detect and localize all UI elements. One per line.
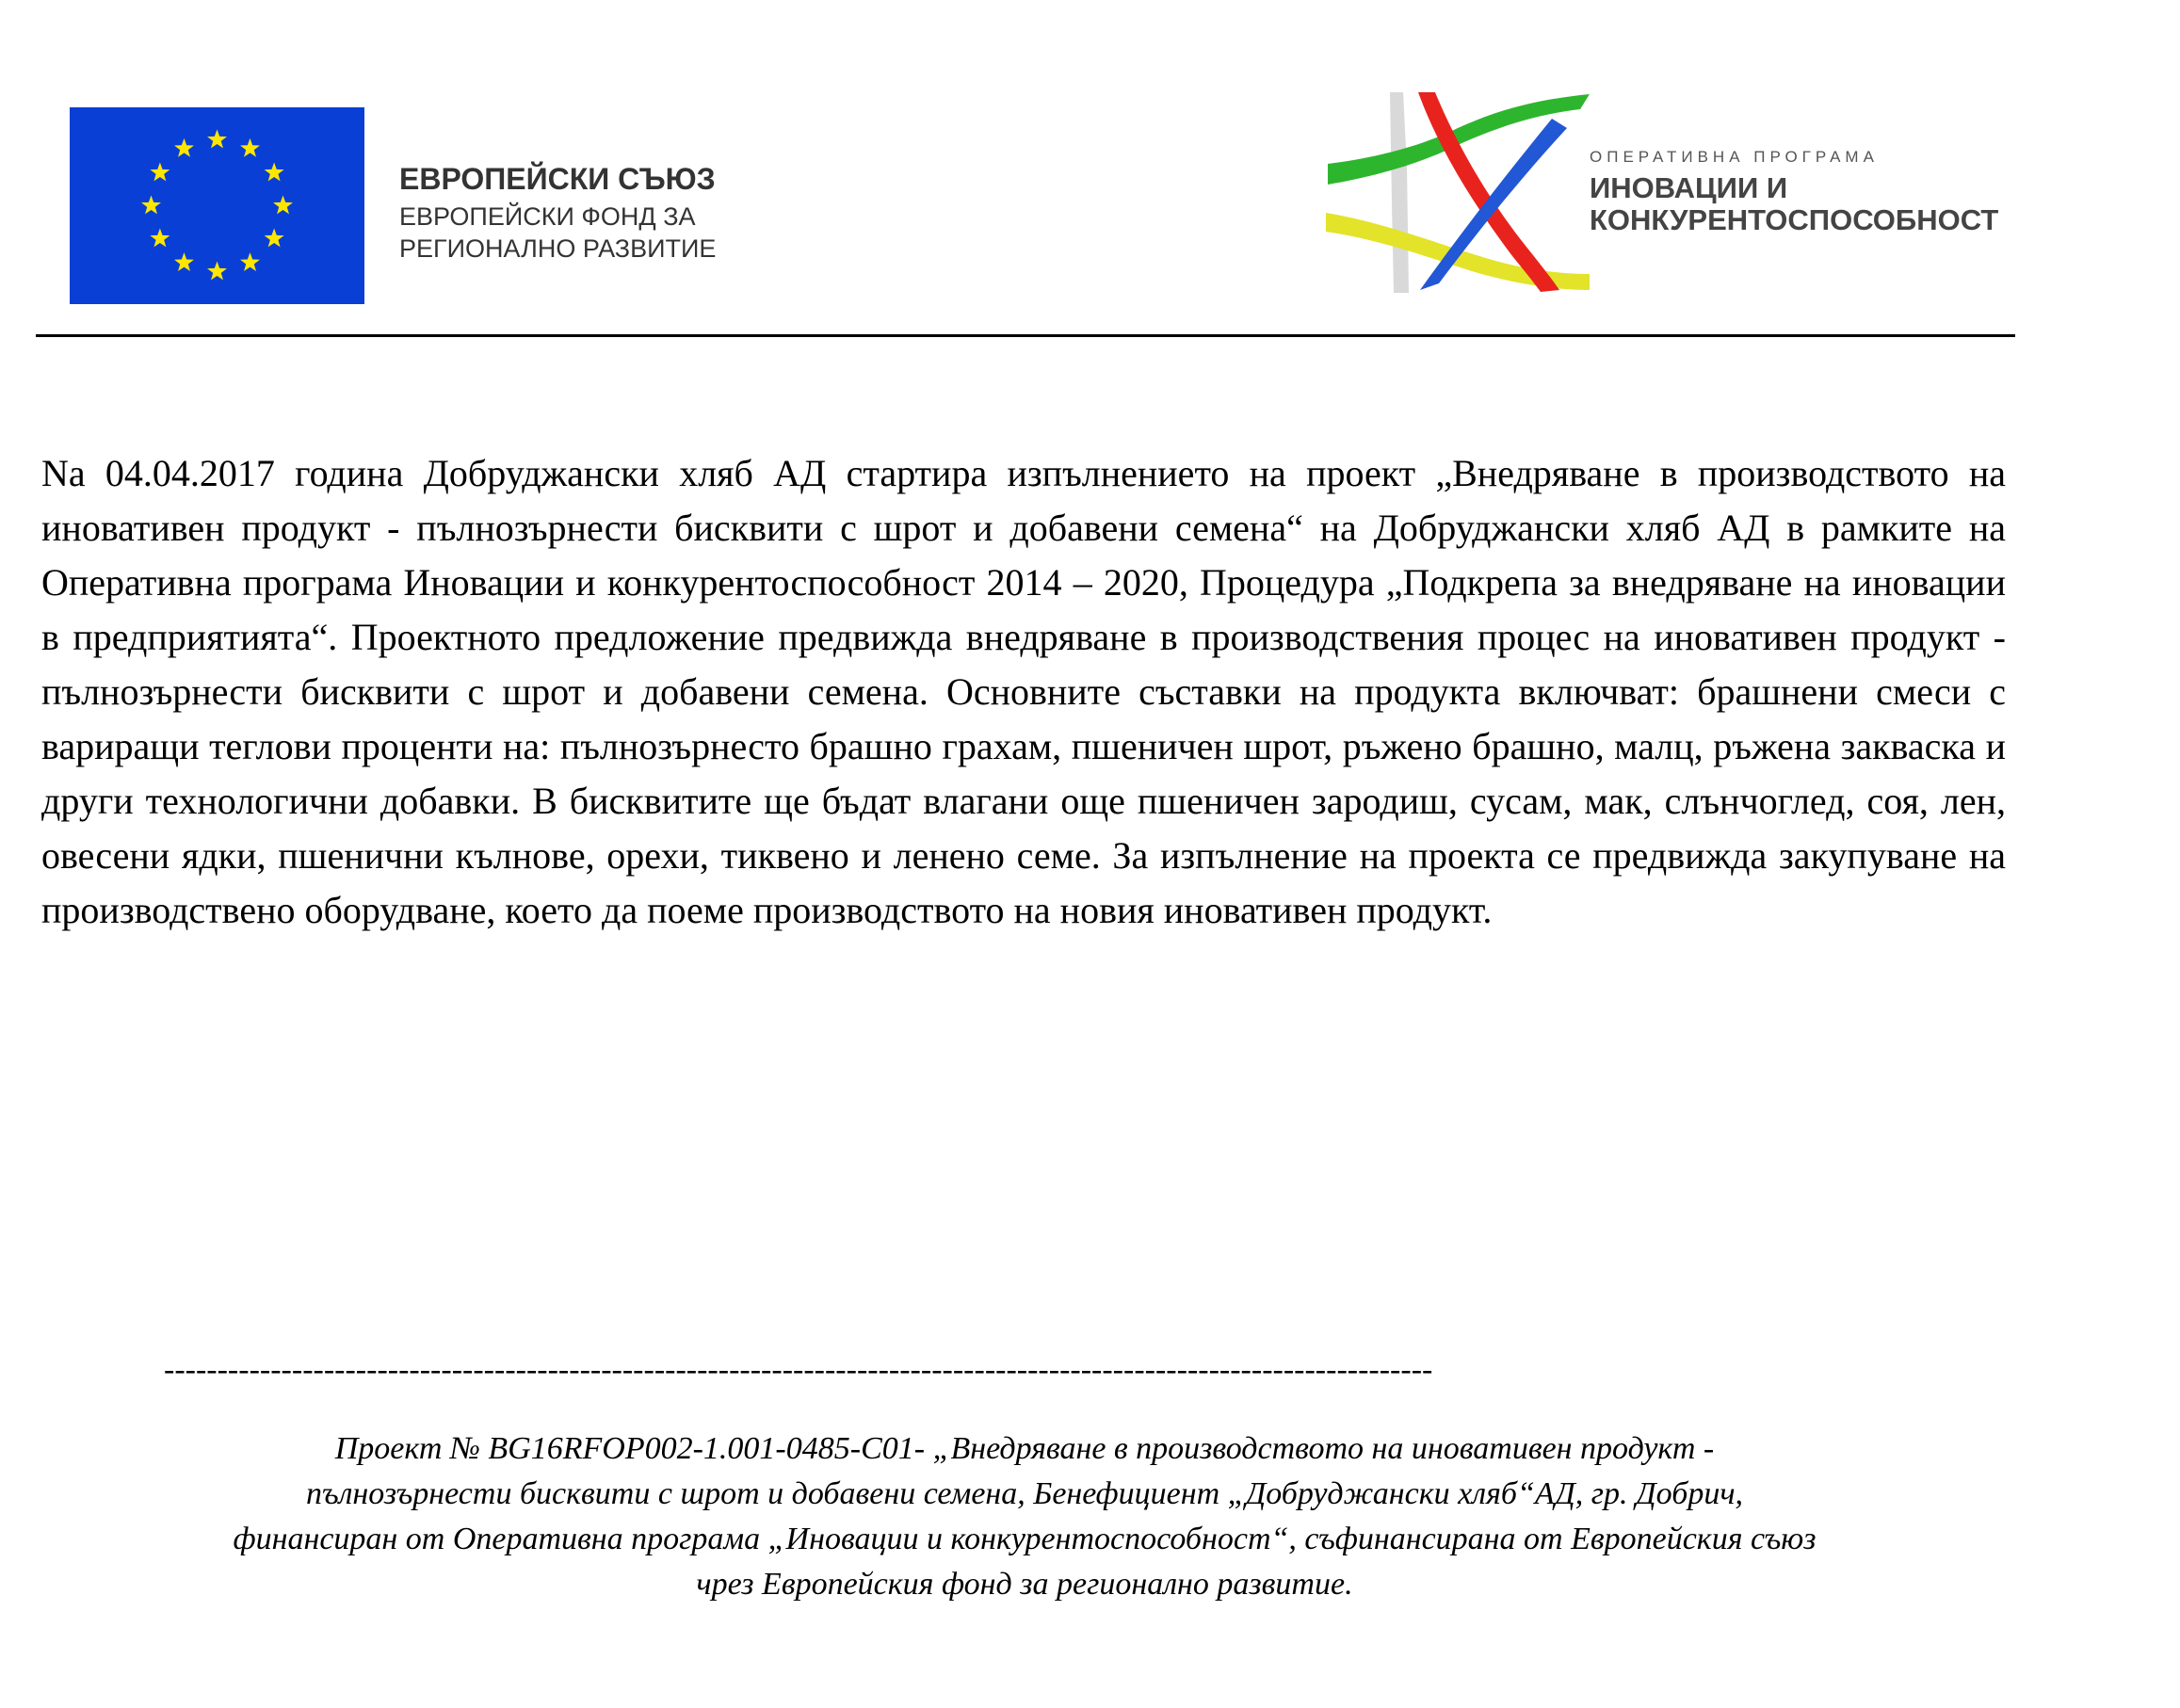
footer-line-3: финансиран от Оперативна програма „Иновации и конкурентоспособност“, съфинансирана от Европейския съюз: [233, 1522, 1817, 1556]
programme-small-caption: ОПЕРАТИВНА ПРОГРАМА: [1590, 148, 1879, 166]
eu-caption: [399, 164, 716, 262]
project-description: Na 04.04.2017 година Добруджански хляб АД стартира изпълнението на проект „Внедряване в производството на иновативен продукт - пълнозърнести бисквити с шрот и добавени семена“ на Добруджански хляб АД в рамките на Оперативна програма Иновации и конкурентоспособност 2014 – 2020, Процедура „Подкрепа за внедряване на иновации в предприятията“. Проектното предложение предвижда внедряване в производствения процес на иновативен продукт - пълнозърнести бисквити с шрот и добавени семена. Основните съставки на продукта включват: брашнени смеси с вариращи теглови проценти на: пълнозърнесто брашно грахам, пшеничен шрот, ръжено брашно, малц, ръжена закваска и други технологични добавки. В бисквитите ще бъдат влагани още пшеничен зародиш, сусам, мак, слънчоглед, соя, лен, овесени ядки, пшенични кълнове, орехи, тиквено и ленено семе. За изпълнение на проекта се предвижда закупуване на производствено оборудване, което да поеме производството на новия иновативен продукт.: [41, 452, 2006, 931]
footer-separator: -----------------------------------------------------------------------------------------------------------------------: [164, 1352, 1433, 1387]
programme-title-line2: КОНКУРЕНТОСПОСОБНОСТ: [1590, 202, 1999, 236]
footer-line-4: чрез Европейския фонд за регионално развитие.: [696, 1567, 1353, 1602]
footer-note: [36, 1426, 2013, 1607]
programme-title-line1: ИНОВАЦИИ И: [1590, 170, 1788, 204]
footer-line-2: пълнозърнести бисквити с шрот и добавени семена, Бенефициент „Добруджански хляб“АД, гр. Добрич,: [305, 1476, 1744, 1511]
eu-title: ЕВРОПЕЙСКИ СЪЮЗ: [399, 162, 716, 196]
programme-logo-icon: [1316, 90, 1599, 298]
header-divider: [36, 334, 2015, 337]
eu-flag-icon: [70, 107, 364, 304]
programme-caption: [1590, 149, 1998, 236]
footer-line-1: Проект № BG16RFOP002-1.001-0485-C01- „Внедряване в производството на иновативен продукт -: [334, 1431, 1715, 1466]
eu-fund-line2: РЕГИОНАЛНО РАЗВИТИЕ: [399, 234, 717, 263]
eu-fund-line1: ЕВРОПЕЙСКИ ФОНД ЗА: [399, 201, 696, 231]
